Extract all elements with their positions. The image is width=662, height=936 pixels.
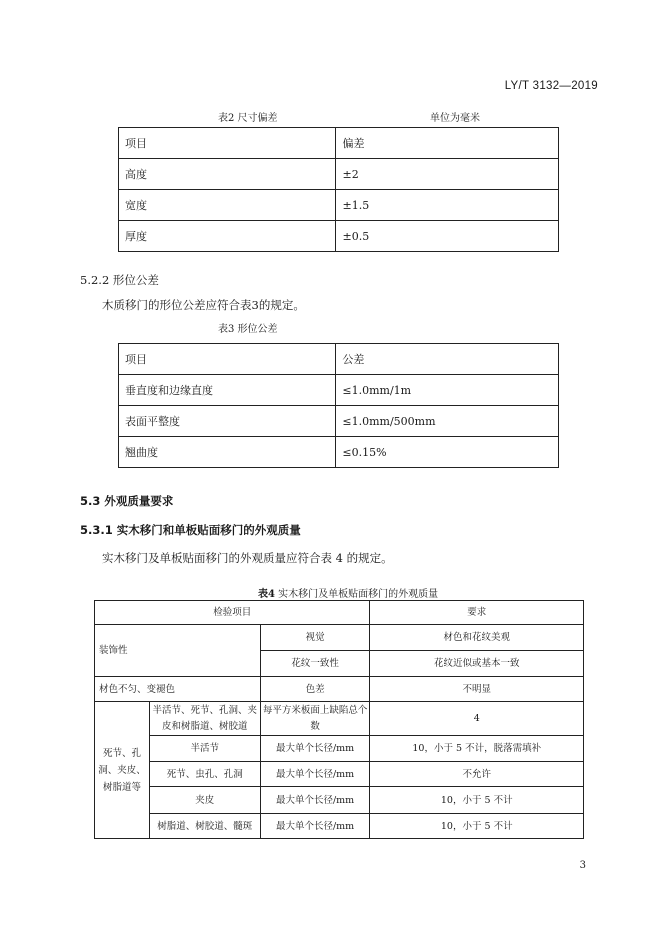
table2-cell: 厚度	[119, 221, 336, 252]
table4-caption-title: 实木移门及单板贴面移门的外观质量	[274, 589, 439, 600]
table3-cell: 翘曲度	[119, 437, 336, 468]
table-row	[119, 190, 559, 221]
table4-header-requirement: 要求	[370, 601, 584, 625]
table4-cell: 不允许	[370, 762, 584, 787]
table-row	[95, 601, 584, 625]
table4-cell: 夹皮	[149, 787, 260, 814]
table3-header-tolerance: 公差	[336, 344, 559, 375]
table2-cell: ±2	[336, 159, 559, 190]
table-row	[119, 159, 559, 190]
table2-cell: 宽度	[119, 190, 336, 221]
table4-cell: 死节、虫孔、孔洞	[149, 762, 260, 787]
table4-cell: 不明显	[370, 677, 584, 702]
table2-cell: 高度	[119, 159, 336, 190]
table2-header-item: 项目	[119, 128, 336, 159]
table4-cell: 材色和花纹美观	[370, 625, 584, 651]
table-row	[95, 625, 584, 651]
table3	[118, 343, 559, 468]
table3-cell: 表面平整度	[119, 406, 336, 437]
table-row	[95, 702, 584, 736]
table2-header-deviation: 偏差	[336, 128, 559, 159]
table3-cell: ≤1.0mm/500mm	[336, 406, 559, 437]
table-row	[119, 406, 559, 437]
table4-cell: 每平方米板面上缺陷总个数	[260, 702, 370, 736]
table-row	[95, 677, 584, 702]
table4-cell: 树脂道、树胶道、髓斑	[149, 814, 260, 839]
table4-header-item: 检验项目	[95, 601, 370, 625]
table-row	[95, 736, 584, 762]
section-5-2-2-text: 木质移门的形位公差应符合表3的规定。	[102, 298, 305, 312]
section-5-3-1-text: 实木移门及单板贴面移门的外观质量应符合表 4 的规定。	[102, 551, 393, 565]
table4-caption-number: 表4	[258, 589, 275, 600]
table4-cell: 半活节	[149, 736, 260, 762]
table4-cell: 最大单个长径/mm	[260, 762, 370, 787]
table4-decor: 装饰性	[95, 625, 261, 677]
table2-unit: 单位为毫米	[430, 113, 480, 124]
table-row	[95, 762, 584, 787]
table4-cell: 视觉	[260, 625, 370, 651]
table4-caption	[258, 585, 438, 600]
table4-cell: 最大单个长径/mm	[260, 787, 370, 814]
table-row	[119, 344, 559, 375]
table3-cell: ≤0.15%	[336, 437, 559, 468]
table-row	[119, 375, 559, 406]
table-row	[95, 787, 584, 814]
table4	[94, 600, 584, 839]
table3-cell: 垂直度和边缘直度	[119, 375, 336, 406]
table4-cell: 半活节、死节、孔洞、夹皮和树脂道、树胶道	[149, 702, 260, 736]
table4-cell: 10，小于 5 不计	[370, 814, 584, 839]
table4-cell: 色差	[260, 677, 370, 702]
table3-cell: ≤1.0mm/1m	[336, 375, 559, 406]
table4-cell: 10，小于 5 不计	[370, 787, 584, 814]
table4-cell: 10，小于 5 不计，脱落需填补	[370, 736, 584, 762]
table4-cell: 材色不匀、变褪色	[95, 677, 261, 702]
table4-cell: 花纹一致性	[260, 651, 370, 677]
section-5-3-1-heading: 5.3.1 实木移门和单板贴面移门的外观质量	[80, 523, 301, 537]
table-row	[119, 221, 559, 252]
table-row	[119, 128, 559, 159]
table4-cell: 4	[370, 702, 584, 736]
page-number: 3	[579, 860, 586, 871]
table2-cell: ±1.5	[336, 190, 559, 221]
standard-number: LY/T 3132—2019	[504, 80, 598, 92]
table3-caption: 表3 形位公差	[218, 324, 278, 335]
table4-cell: 最大单个长径/mm	[260, 814, 370, 839]
section-5-3-heading: 5.3 外观质量要求	[80, 494, 174, 508]
table2	[118, 127, 559, 252]
table4-cell: 最大单个长径/mm	[260, 736, 370, 762]
section-5-2-2-heading: 5.2.2 形位公差	[80, 273, 159, 287]
table-row	[95, 814, 584, 839]
table4-cell: 花纹近似或基本一致	[370, 651, 584, 677]
table2-cell: ±0.5	[336, 221, 559, 252]
table3-header-item: 项目	[119, 344, 336, 375]
table-row	[119, 437, 559, 468]
table2-caption: 表2 尺寸偏差	[218, 113, 278, 124]
table4-defect-group: 死节、孔洞、夹皮、树脂道等	[95, 702, 150, 839]
